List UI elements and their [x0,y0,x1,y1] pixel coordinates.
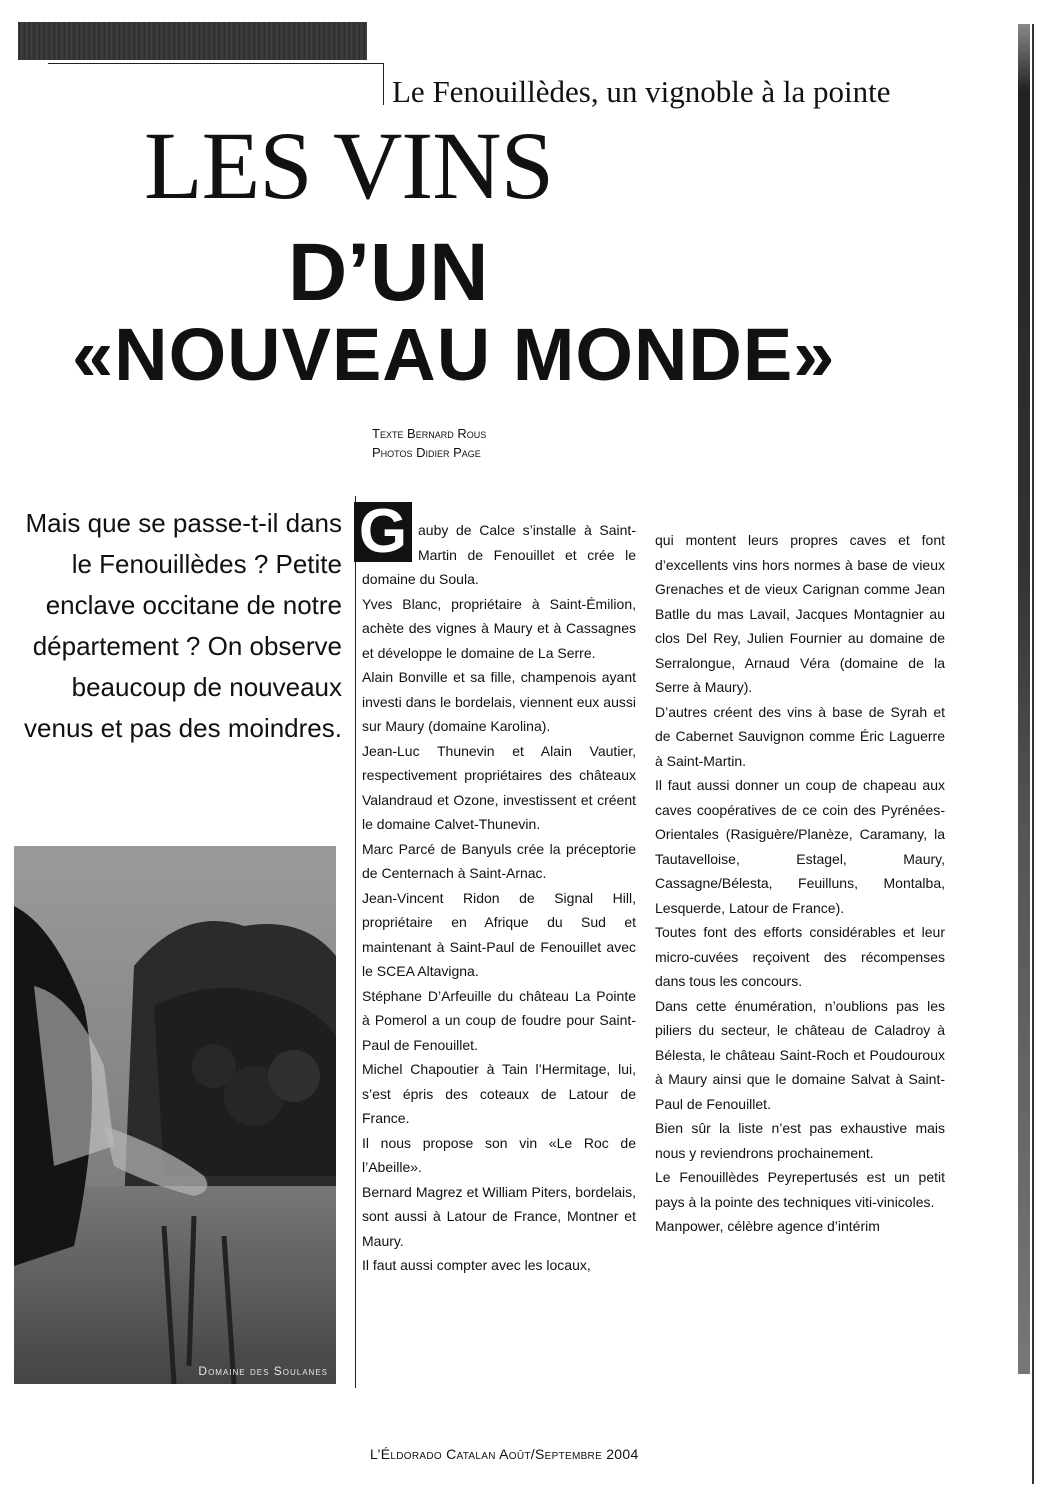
photo-caption: Domaine des Soulanes [198,1364,328,1378]
paragraph: G auby de Calce s’installe à Saint-Martin de Fenouillet et crée le domaine du Soula. [362,518,636,592]
drop-cap: G [354,502,412,562]
paragraph: Stéphane D’Arfeuille du château La Pointe à Pomerol a un coup de foudre pour Saint-Paul de Fenouillet. [362,987,636,1053]
credits [372,424,486,462]
page-footer: L’Éldorado Catalan Août/Septembre 2004 [370,1446,639,1462]
paragraph: D’autres créent des vins à base de Syrah et de Cabernet Sauvignon comme Éric Laguerre à Saint-Martin. [655,703,945,769]
scan-edge-shadow [1018,24,1030,1374]
photo-credit: Photos Didier Page [372,445,481,460]
scan-edge-line [1032,24,1034,1484]
header-bar [18,22,367,60]
paragraph: Dans cette énumération, n’oublions pas les piliers du secteur, le château de Caladroy à Bélesta, le château Saint-Roch et Poudouroux à Maury ainsi que le domaine Salvat à Saint-Paul de Fenouillet. [655,997,945,1112]
paragraph: Jean-Vincent Ridon de Signal Hill, propriétaire en Afrique du Sud et maintenant à Saint-Paul de Fenouillet avec le SCEA Altavigna. [362,889,636,979]
paragraph: Il faut aussi compter avec les locaux, [362,1257,591,1273]
title-line-2: D’UN [288,227,489,318]
header-rule [48,63,384,64]
paragraph: Bien sûr la liste n’est pas exhaustive mais nous y reviendrons prochainement. [655,1120,945,1161]
title-line-3: «NOUVEAU MONDE» [72,313,836,396]
header-rule-tick [383,63,384,105]
article-column-1 [358,497,636,1278]
paragraph: Jean-Luc Thunevin et Alain Vautier, respectivement propriétaires des châteaux Valandraud et Ozone, investissent et créent le domaine Calvet-Thunevin. [362,742,636,832]
paragraph: Il faut aussi donner un coup de chapeau aux caves coopératives de ce coin des Pyrénées-Orientales (Rasiguère/Planèze, Caramany, la Tautavelloise, Estagel, Maury, Cassagne/Bélesta, Feuilluns, Montalba, Lesquerde, Latour de France). [655,777,945,916]
text-credit: Texte Bernard Rous [372,426,487,441]
paragraph: Le Fenouillèdes Peyrepertusés est un petit pays à la pointe des techniques viti-vinicoles. [655,1169,945,1210]
paragraph: Manpower, célèbre agence d’intérim [655,1218,880,1234]
title-line-1: LES VINS [144,112,553,219]
kicker: Le Fenouillèdes, un vignoble à la pointe [392,74,891,109]
article-column-2 [655,528,945,1239]
paragraph: Bernard Magrez et William Piters, bordelais, sont aussi à Latour de France, Montner et Maury. [362,1183,636,1249]
paragraph: Alain Bonville et sa fille, champenois ayant investi dans le bordelais, viennent eux aussi sur Maury (domaine Karolina). [362,669,636,734]
paragraph: Michel Chapoutier à Tain l’Hermitage, lui, s’est épris des coteaux de Latour de France. [362,1061,636,1126]
paragraph: Il nous propose son vin «Le Roc de l’Abeille». [362,1134,636,1175]
intro-lead: Mais que se passe-t-il dans le Fenouillèdes ? Petite enclave occitane de notre département ? On observe beaucoup de nouveaux venus et pas des moindres. [24,508,342,743]
paragraph: Yves Blanc, propriétaire à Saint-Émilion, achète des vignes à Maury et à Cassagnes et développe le domaine de La Serre. [362,595,636,661]
paragraph: Toutes font des efforts considérables et leur micro-cuvées reçoivent des récompenses dans tous les concours. [655,924,945,989]
vineyard-photo [14,846,336,1384]
column-divider [355,496,356,1388]
paragraph: qui montent leurs propres caves et font d’excellents vins hors normes à base de vieux Grenaches et de vieux Carignan comme Jean Batlle du mas Lavail, Jacques Montagnier au clos Del Rey, Julien Fournier au domaine de Serralongue, Arnaud Véra (domaine de la Serre à Maury). [655,532,945,695]
paragraph: Marc Parcé de Banyuls crée la préceptorie de Centernach à Saint-Arnac. [362,840,636,881]
